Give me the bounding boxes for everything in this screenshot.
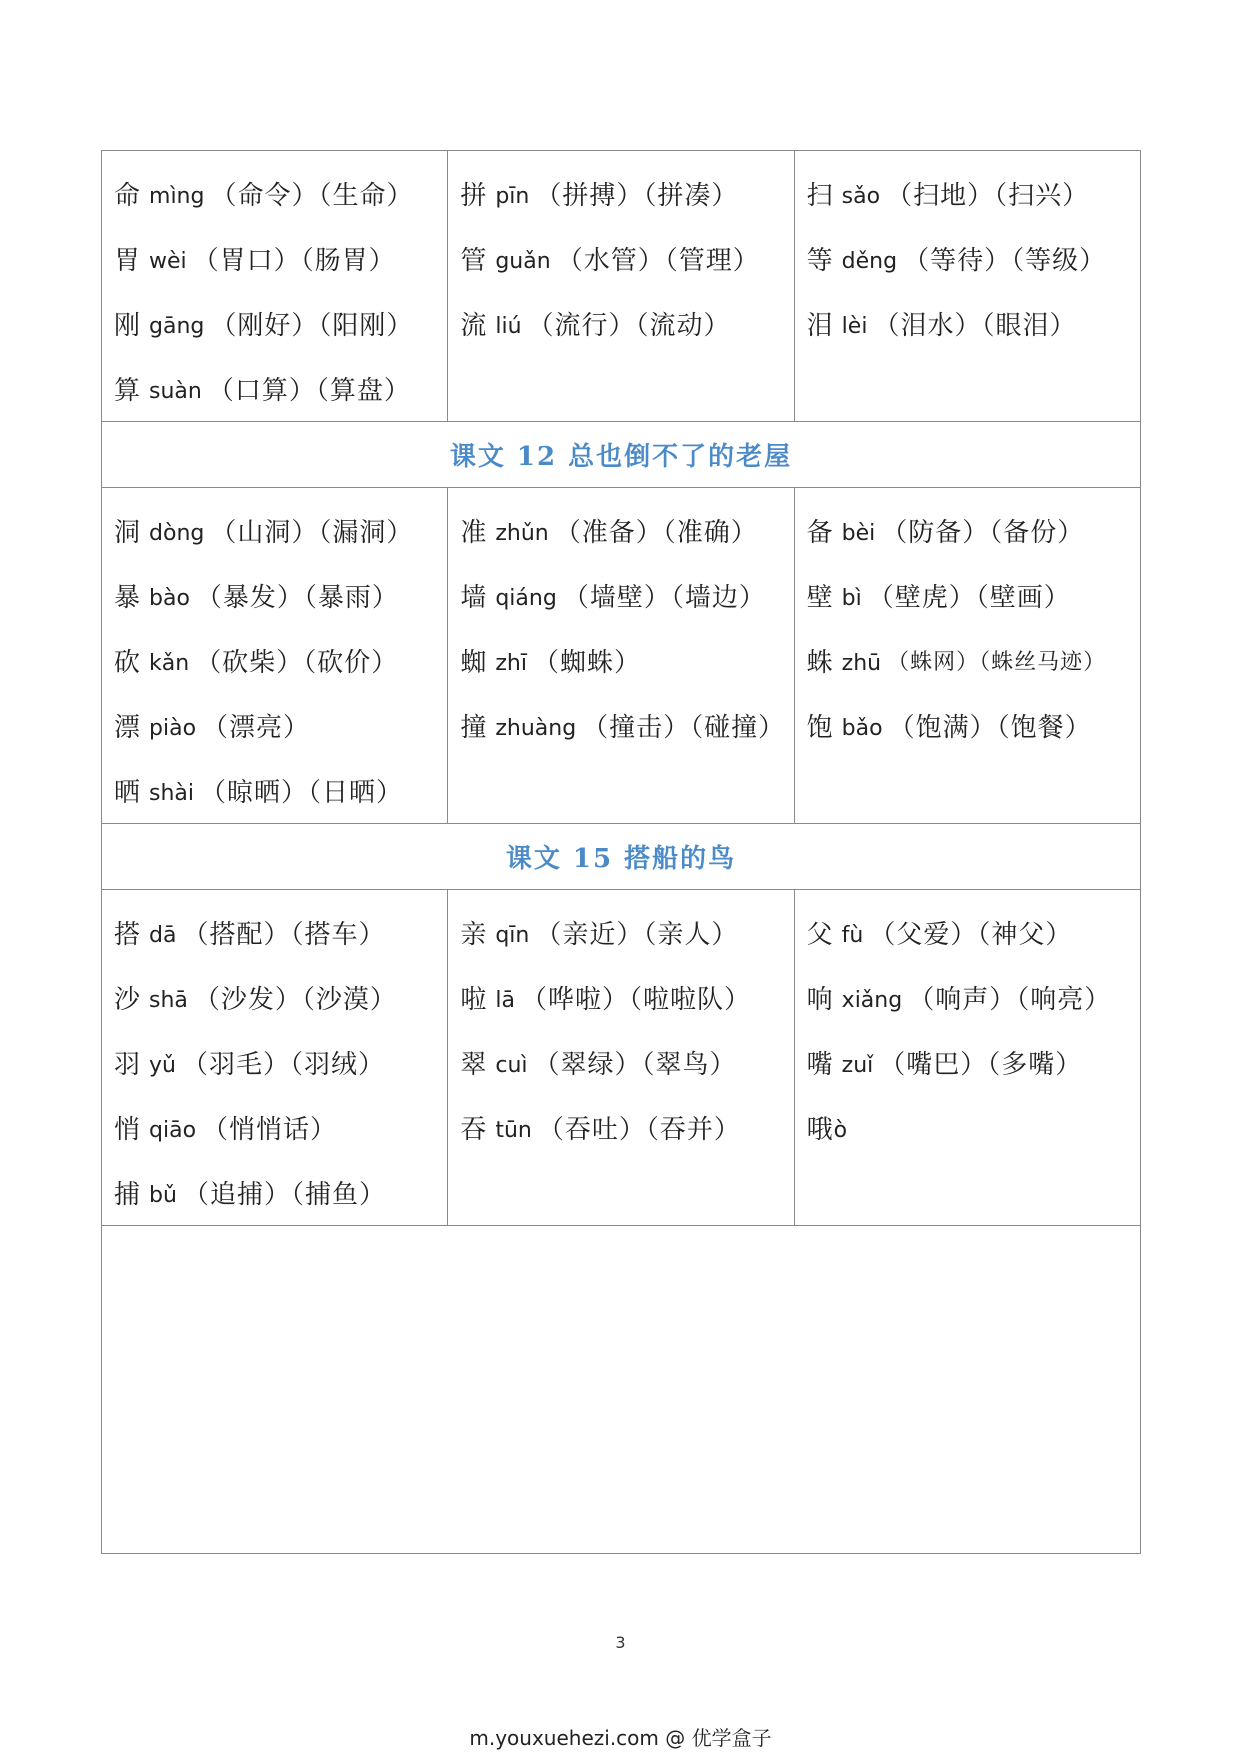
page-number: 3 bbox=[615, 1633, 626, 1652]
entry-pinyin: fù bbox=[841, 923, 864, 948]
entry-character: 搭 bbox=[114, 920, 142, 950]
entry-words: （壁虎）（壁画） bbox=[867, 583, 1071, 613]
entry-words: （饱满）（饱餐） bbox=[888, 713, 1092, 743]
entry-pinyin: dòng bbox=[149, 521, 205, 546]
vocab-entry bbox=[114, 693, 447, 758]
entry-character: 蛛 bbox=[806, 648, 834, 678]
entry-pinyin: bèi bbox=[841, 521, 876, 546]
vocab-entry bbox=[460, 965, 793, 1030]
entry-pinyin: bǎo bbox=[841, 716, 883, 741]
entry-words: （泪水）（眼泪） bbox=[873, 311, 1077, 341]
entry-character: 拼 bbox=[460, 181, 488, 211]
vocab-entry bbox=[460, 1095, 793, 1160]
entry-words: （砍柴）（砍价） bbox=[195, 648, 399, 678]
entry-words: （羽毛）（羽绒） bbox=[181, 1050, 385, 1080]
entry-words: （扫地）（扫兴） bbox=[886, 181, 1090, 211]
vocab-entry bbox=[114, 628, 447, 693]
entry-pinyin: sǎo bbox=[841, 184, 881, 209]
entry-pinyin: ò bbox=[833, 1118, 848, 1143]
vocab-entry bbox=[460, 693, 793, 758]
entry-pinyin: qiáng bbox=[495, 586, 557, 611]
entry-pinyin: tūn bbox=[495, 1118, 532, 1143]
vocab-entry bbox=[460, 291, 793, 356]
entry-pinyin: lèi bbox=[841, 314, 868, 339]
entry-character: 翠 bbox=[460, 1050, 488, 1080]
vocab-entry bbox=[807, 1030, 1140, 1095]
vocab-entry bbox=[114, 291, 447, 356]
vocab-entry bbox=[807, 498, 1140, 563]
entry-character: 饱 bbox=[806, 713, 834, 743]
entry-pinyin: děng bbox=[841, 249, 898, 274]
entry-character: 砍 bbox=[114, 648, 142, 678]
entry-words: （亲近）（亲人） bbox=[535, 920, 739, 950]
column-cell bbox=[448, 890, 794, 1225]
entry-character: 命 bbox=[114, 181, 142, 211]
entry-words: （刚好）（阳刚） bbox=[210, 311, 414, 341]
entry-character: 哦 bbox=[806, 1115, 834, 1145]
entry-character: 父 bbox=[806, 920, 834, 950]
footer-watermark: m.youxuehezi.com @ 优学盒子 bbox=[469, 1726, 772, 1750]
entry-character: 响 bbox=[806, 985, 834, 1015]
entry-character: 算 bbox=[114, 376, 142, 406]
entry-pinyin: zhī bbox=[495, 651, 527, 676]
entry-pinyin: gāng bbox=[149, 314, 205, 339]
entry-words: （响声）（响亮） bbox=[908, 985, 1112, 1015]
blank-area bbox=[102, 1226, 1140, 1553]
entry-pinyin: suàn bbox=[149, 379, 202, 404]
vocab-entry bbox=[460, 161, 793, 226]
entry-pinyin: qiāo bbox=[149, 1118, 197, 1143]
entry-pinyin: qīn bbox=[495, 923, 530, 948]
column-cell bbox=[102, 151, 448, 421]
vocab-table bbox=[101, 150, 1141, 1554]
column-cell bbox=[448, 488, 794, 823]
entry-words: （流行）（流动） bbox=[527, 311, 731, 341]
entry-character: 流 bbox=[460, 311, 488, 341]
section-title-lesson-12: 课文 12 总也倒不了的老屋 bbox=[102, 422, 1140, 488]
vocab-entry bbox=[807, 965, 1140, 1030]
vocab-entry bbox=[114, 1030, 447, 1095]
entry-character: 扫 bbox=[806, 181, 834, 211]
vocab-entry bbox=[114, 563, 447, 628]
entry-character: 壁 bbox=[806, 583, 834, 613]
entry-pinyin: bǔ bbox=[149, 1183, 177, 1208]
entry-character: 备 bbox=[806, 518, 834, 548]
entry-words: （蜘蛛） bbox=[532, 648, 641, 678]
entry-pinyin: xiǎng bbox=[841, 988, 903, 1013]
column-cell bbox=[102, 890, 448, 1225]
entry-character: 管 bbox=[460, 246, 488, 276]
entry-character: 刚 bbox=[114, 311, 142, 341]
entry-pinyin: pīn bbox=[495, 184, 530, 209]
entry-words: （父爱）（神父） bbox=[869, 920, 1073, 950]
vocab-entry bbox=[460, 628, 793, 693]
entry-pinyin: dā bbox=[149, 923, 177, 948]
vocab-entry bbox=[807, 291, 1140, 356]
entry-character: 暴 bbox=[114, 583, 142, 613]
entry-character: 泪 bbox=[806, 311, 834, 341]
section-row bbox=[102, 151, 1140, 422]
entry-words: （翠绿）（翠鸟） bbox=[533, 1050, 737, 1080]
column-cell bbox=[795, 890, 1140, 1225]
entry-character: 准 bbox=[460, 518, 488, 548]
entry-words: （山洞）（漏洞） bbox=[210, 518, 414, 548]
entry-pinyin: bì bbox=[841, 586, 862, 611]
vocab-entry bbox=[114, 900, 447, 965]
vocab-entry bbox=[807, 161, 1140, 226]
vocab-entry bbox=[460, 900, 793, 965]
entry-character: 墙 bbox=[460, 583, 488, 613]
entry-character: 沙 bbox=[114, 985, 142, 1015]
vocab-entry bbox=[807, 693, 1140, 758]
vocab-entry bbox=[460, 226, 793, 291]
entry-words: （准备）（准确） bbox=[554, 518, 758, 548]
entry-pinyin: piào bbox=[149, 716, 197, 741]
vocab-entry bbox=[114, 356, 447, 421]
entry-character: 吞 bbox=[460, 1115, 488, 1145]
entry-words: （追捕）（捕鱼） bbox=[182, 1180, 386, 1210]
entry-pinyin: kǎn bbox=[149, 651, 190, 676]
section-row bbox=[102, 488, 1140, 824]
vocab-entry bbox=[114, 758, 447, 823]
vocab-entry bbox=[807, 900, 1140, 965]
entry-pinyin: zuǐ bbox=[841, 1053, 874, 1078]
column-cell bbox=[102, 488, 448, 823]
entry-words: （悄悄话） bbox=[202, 1115, 338, 1145]
entry-character: 等 bbox=[806, 246, 834, 276]
vocab-entry bbox=[114, 1095, 447, 1160]
vocab-entry bbox=[114, 161, 447, 226]
entry-words: （水管）（管理） bbox=[556, 246, 760, 276]
entry-pinyin: mìng bbox=[149, 184, 205, 209]
vocab-entry bbox=[460, 1030, 793, 1095]
entry-character: 洞 bbox=[114, 518, 142, 548]
vocab-entry bbox=[114, 226, 447, 291]
entry-character: 嘴 bbox=[806, 1050, 834, 1080]
entry-words: （胃口）（肠胃） bbox=[192, 246, 396, 276]
entry-words: （漂亮） bbox=[202, 713, 311, 743]
entry-words: （墙壁）（墙边） bbox=[562, 583, 766, 613]
entry-words: （撞击）（碰撞） bbox=[582, 713, 786, 743]
section-row bbox=[102, 890, 1140, 1226]
entry-words: （等待）（等级） bbox=[903, 246, 1107, 276]
entry-character: 捕 bbox=[114, 1180, 142, 1210]
entry-character: 撞 bbox=[460, 713, 488, 743]
entry-character: 胃 bbox=[114, 246, 142, 276]
vocab-entry bbox=[807, 628, 1140, 693]
entry-words: （蛛网）（蛛丝马迹） bbox=[887, 650, 1107, 675]
entry-pinyin: zhū bbox=[841, 651, 882, 676]
entry-pinyin: guǎn bbox=[495, 249, 551, 274]
column-cell bbox=[795, 151, 1140, 421]
column-cell bbox=[795, 488, 1140, 823]
entry-pinyin: lā bbox=[495, 988, 515, 1013]
vocab-entry bbox=[114, 965, 447, 1030]
entry-words: （吞吐）（吞并） bbox=[537, 1115, 741, 1145]
entry-words: （暴发）（暴雨） bbox=[195, 583, 399, 613]
vocab-entry bbox=[807, 563, 1140, 628]
entry-words: （沙发）（沙漠） bbox=[193, 985, 397, 1015]
entry-words: （晾晒）（日晒） bbox=[200, 778, 404, 808]
entry-words: （拼搏）（拼凑） bbox=[535, 181, 739, 211]
entry-character: 亲 bbox=[460, 920, 488, 950]
entry-words: （防备）（备份） bbox=[881, 518, 1085, 548]
entry-pinyin: shài bbox=[149, 781, 195, 806]
section-title-lesson-15: 课文 15 搭船的鸟 bbox=[102, 824, 1140, 890]
vocab-entry bbox=[807, 1095, 1140, 1160]
entry-pinyin: yǔ bbox=[149, 1053, 176, 1078]
entry-character: 羽 bbox=[114, 1050, 142, 1080]
column-cell bbox=[448, 151, 794, 421]
vocab-entry bbox=[460, 563, 793, 628]
entry-pinyin: cuì bbox=[495, 1053, 528, 1078]
entry-character: 蜘 bbox=[460, 648, 488, 678]
entry-pinyin: shā bbox=[149, 988, 188, 1013]
entry-pinyin: wèi bbox=[149, 249, 187, 274]
vocab-entry bbox=[114, 1160, 447, 1225]
vocab-entry bbox=[114, 498, 447, 563]
entry-pinyin: zhuàng bbox=[495, 716, 577, 741]
entry-character: 悄 bbox=[114, 1115, 142, 1145]
entry-words: （哗啦）（啦啦队） bbox=[520, 985, 751, 1015]
entry-pinyin: bào bbox=[149, 586, 190, 611]
entry-character: 漂 bbox=[114, 713, 142, 743]
entry-pinyin: zhǔn bbox=[495, 521, 549, 546]
entry-words: （命令）（生命） bbox=[210, 181, 414, 211]
entry-words: （嘴巴）（多嘴） bbox=[879, 1050, 1083, 1080]
vocab-entry bbox=[807, 226, 1140, 291]
vocab-entry bbox=[460, 498, 793, 563]
entry-character: 啦 bbox=[460, 985, 488, 1015]
entry-character: 晒 bbox=[114, 778, 142, 808]
entry-words: （搭配）（搭车） bbox=[182, 920, 386, 950]
entry-words: （口算）（算盘） bbox=[207, 376, 411, 406]
entry-pinyin: liú bbox=[495, 314, 522, 339]
